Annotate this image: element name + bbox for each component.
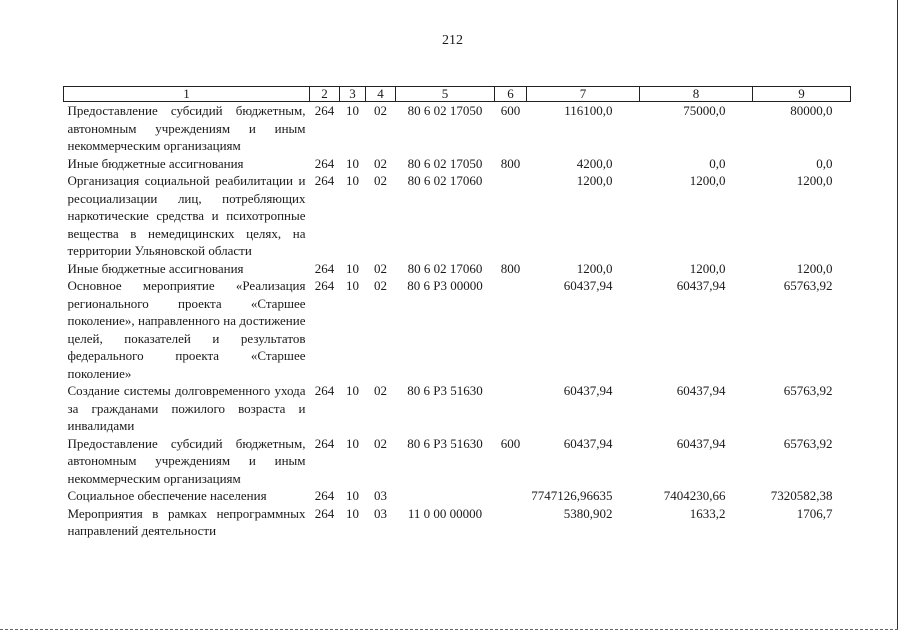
subsection-code: 02 — [374, 260, 387, 276]
amount-col-7: 60437,94 — [563, 435, 613, 451]
expense-type-code — [495, 505, 527, 540]
page-border-bottom — [0, 629, 898, 630]
section-code: 10 — [346, 505, 359, 521]
section-code: 10 — [346, 383, 359, 398]
amount-col-7: 116100,0 — [564, 103, 613, 118]
section-code: 10 — [346, 103, 359, 118]
amount-col-9: 65763,92 — [783, 383, 833, 398]
subsection-code: 02 — [374, 103, 387, 118]
section-code: 10 — [346, 278, 359, 293]
item-name: Социальное обеспечение населения — [67, 488, 267, 503]
column-header: 4 — [366, 87, 396, 102]
ministry-code: 264 — [314, 103, 335, 118]
column-header: 3 — [340, 87, 366, 102]
amount-col-7: 4200,0 — [576, 155, 613, 171]
column-header: 2 — [310, 87, 340, 102]
column-header: 8 — [640, 87, 753, 102]
amount-col-8: 1200,0 — [689, 173, 726, 188]
amount-col-8: 0,0 — [709, 155, 726, 171]
page-number: 212 — [442, 33, 463, 48]
amount-col-7: 5380,902 — [563, 505, 613, 521]
ministry-code: 264 — [314, 505, 335, 521]
amount-col-9: 7320582,38 — [770, 488, 833, 503]
table-row — [64, 260, 851, 278]
target-article-code: 80 6 Р3 51630 — [407, 383, 483, 398]
ministry-code: 264 — [314, 155, 335, 171]
item-name: Предоставление субсидий бюджетным, автономным учреждениям и иным некоммерческим организациям — [67, 103, 306, 153]
amount-col-9: 80000,0 — [790, 103, 833, 118]
amount-col-9: 1706,7 — [796, 505, 833, 521]
ministry-code: 264 — [314, 488, 335, 503]
amount-col-8: 1200,0 — [689, 260, 726, 276]
amount-col-9: 65763,92 — [783, 278, 833, 293]
column-header: 9 — [753, 87, 851, 102]
amount-col-9: 1200,0 — [796, 173, 833, 188]
amount-col-7: 7747126,96635 — [531, 488, 613, 503]
amount-col-9: 0,0 — [816, 155, 833, 171]
item-name: Иные бюджетные ассигнования — [67, 155, 244, 171]
section-code: 10 — [346, 488, 359, 503]
table-row — [64, 487, 851, 505]
table-row — [64, 505, 851, 540]
target-article-code: 11 0 00 00000 — [407, 505, 483, 521]
expense-type-code: 800 — [500, 155, 521, 171]
subsection-code: 02 — [374, 278, 387, 293]
amount-col-7: 60437,94 — [563, 278, 613, 293]
ministry-code: 264 — [314, 173, 335, 188]
amount-col-7: 60437,94 — [563, 383, 613, 398]
section-code: 10 — [346, 435, 359, 451]
section-code: 10 — [346, 173, 359, 188]
target-article-code: 80 6 02 17050 — [407, 155, 483, 171]
subsection-code: 03 — [374, 488, 387, 503]
table-row — [64, 172, 851, 260]
page-border-right — [897, 0, 898, 630]
amount-col-8: 7404230,66 — [663, 488, 726, 503]
subsection-code: 03 — [374, 505, 387, 521]
item-name: Предоставление субсидий бюджетным, автономным учреждениям и иным некоммерческим организациям — [67, 435, 306, 486]
column-header: 6 — [495, 87, 527, 102]
column-header: 1 — [64, 87, 310, 102]
item-name: Мероприятия в рамках непрограммных направлений деятельности — [67, 505, 306, 538]
table-row — [64, 277, 851, 382]
subsection-code: 02 — [374, 155, 387, 171]
target-article-code: 80 6 02 17060 — [407, 173, 483, 188]
table-row — [64, 435, 851, 488]
target-article-code — [396, 487, 495, 505]
budget-table — [63, 86, 851, 540]
target-article-code: 80 6 Р3 00000 — [407, 278, 483, 293]
item-name: Создание системы долговременного ухода за гражданами пожилого возраста и инвалидами — [67, 383, 306, 433]
subsection-code: 02 — [374, 173, 387, 188]
expense-type-code: 600 — [500, 103, 521, 118]
expense-type-code: 800 — [500, 260, 521, 276]
amount-col-8: 60437,94 — [676, 278, 726, 293]
ministry-code: 264 — [314, 278, 335, 293]
target-article-code: 80 6 Р3 51630 — [407, 435, 483, 451]
amount-col-7: 1200,0 — [576, 260, 613, 276]
target-article-code: 80 6 02 17050 — [407, 103, 483, 118]
section-code: 10 — [346, 260, 359, 276]
section-code: 10 — [346, 155, 359, 171]
table-row — [64, 102, 851, 155]
amount-col-8: 60437,94 — [676, 435, 726, 451]
item-name: Организация социальной реабилитации и ресоциализации лиц, потребляющих наркотические средства и психотропные вещества в немедицинских целях, на территории Ульяновской области — [67, 173, 306, 258]
expense-type-code: 600 — [500, 435, 521, 451]
ministry-code: 264 — [314, 383, 335, 398]
column-header: 5 — [396, 87, 495, 102]
column-header: 7 — [527, 87, 640, 102]
expense-type-code — [495, 172, 527, 260]
subsection-code: 02 — [374, 435, 387, 451]
table-row — [64, 155, 851, 173]
expense-type-code — [495, 277, 527, 382]
item-name: Иные бюджетные ассигнования — [67, 260, 244, 276]
amount-col-9: 65763,92 — [783, 435, 833, 451]
amount-col-8: 1633,2 — [689, 505, 726, 521]
ministry-code: 264 — [314, 260, 335, 276]
item-name: Основное мероприятие «Реализация регионального проекта «Старшее поколение», направленного на достижение целей, показателей и результатов федерального проекта «Старшее поколение» — [67, 278, 306, 381]
amount-col-8: 75000,0 — [683, 103, 726, 118]
expense-type-code — [495, 382, 527, 435]
header-row — [64, 87, 851, 102]
amount-col-7: 1200,0 — [576, 173, 613, 188]
table-row — [64, 382, 851, 435]
amount-col-8: 60437,94 — [676, 383, 726, 398]
amount-col-9: 1200,0 — [796, 260, 833, 276]
ministry-code: 264 — [314, 435, 335, 451]
subsection-code: 02 — [374, 383, 387, 398]
expense-type-code — [495, 487, 527, 505]
target-article-code: 80 6 02 17060 — [407, 260, 483, 276]
